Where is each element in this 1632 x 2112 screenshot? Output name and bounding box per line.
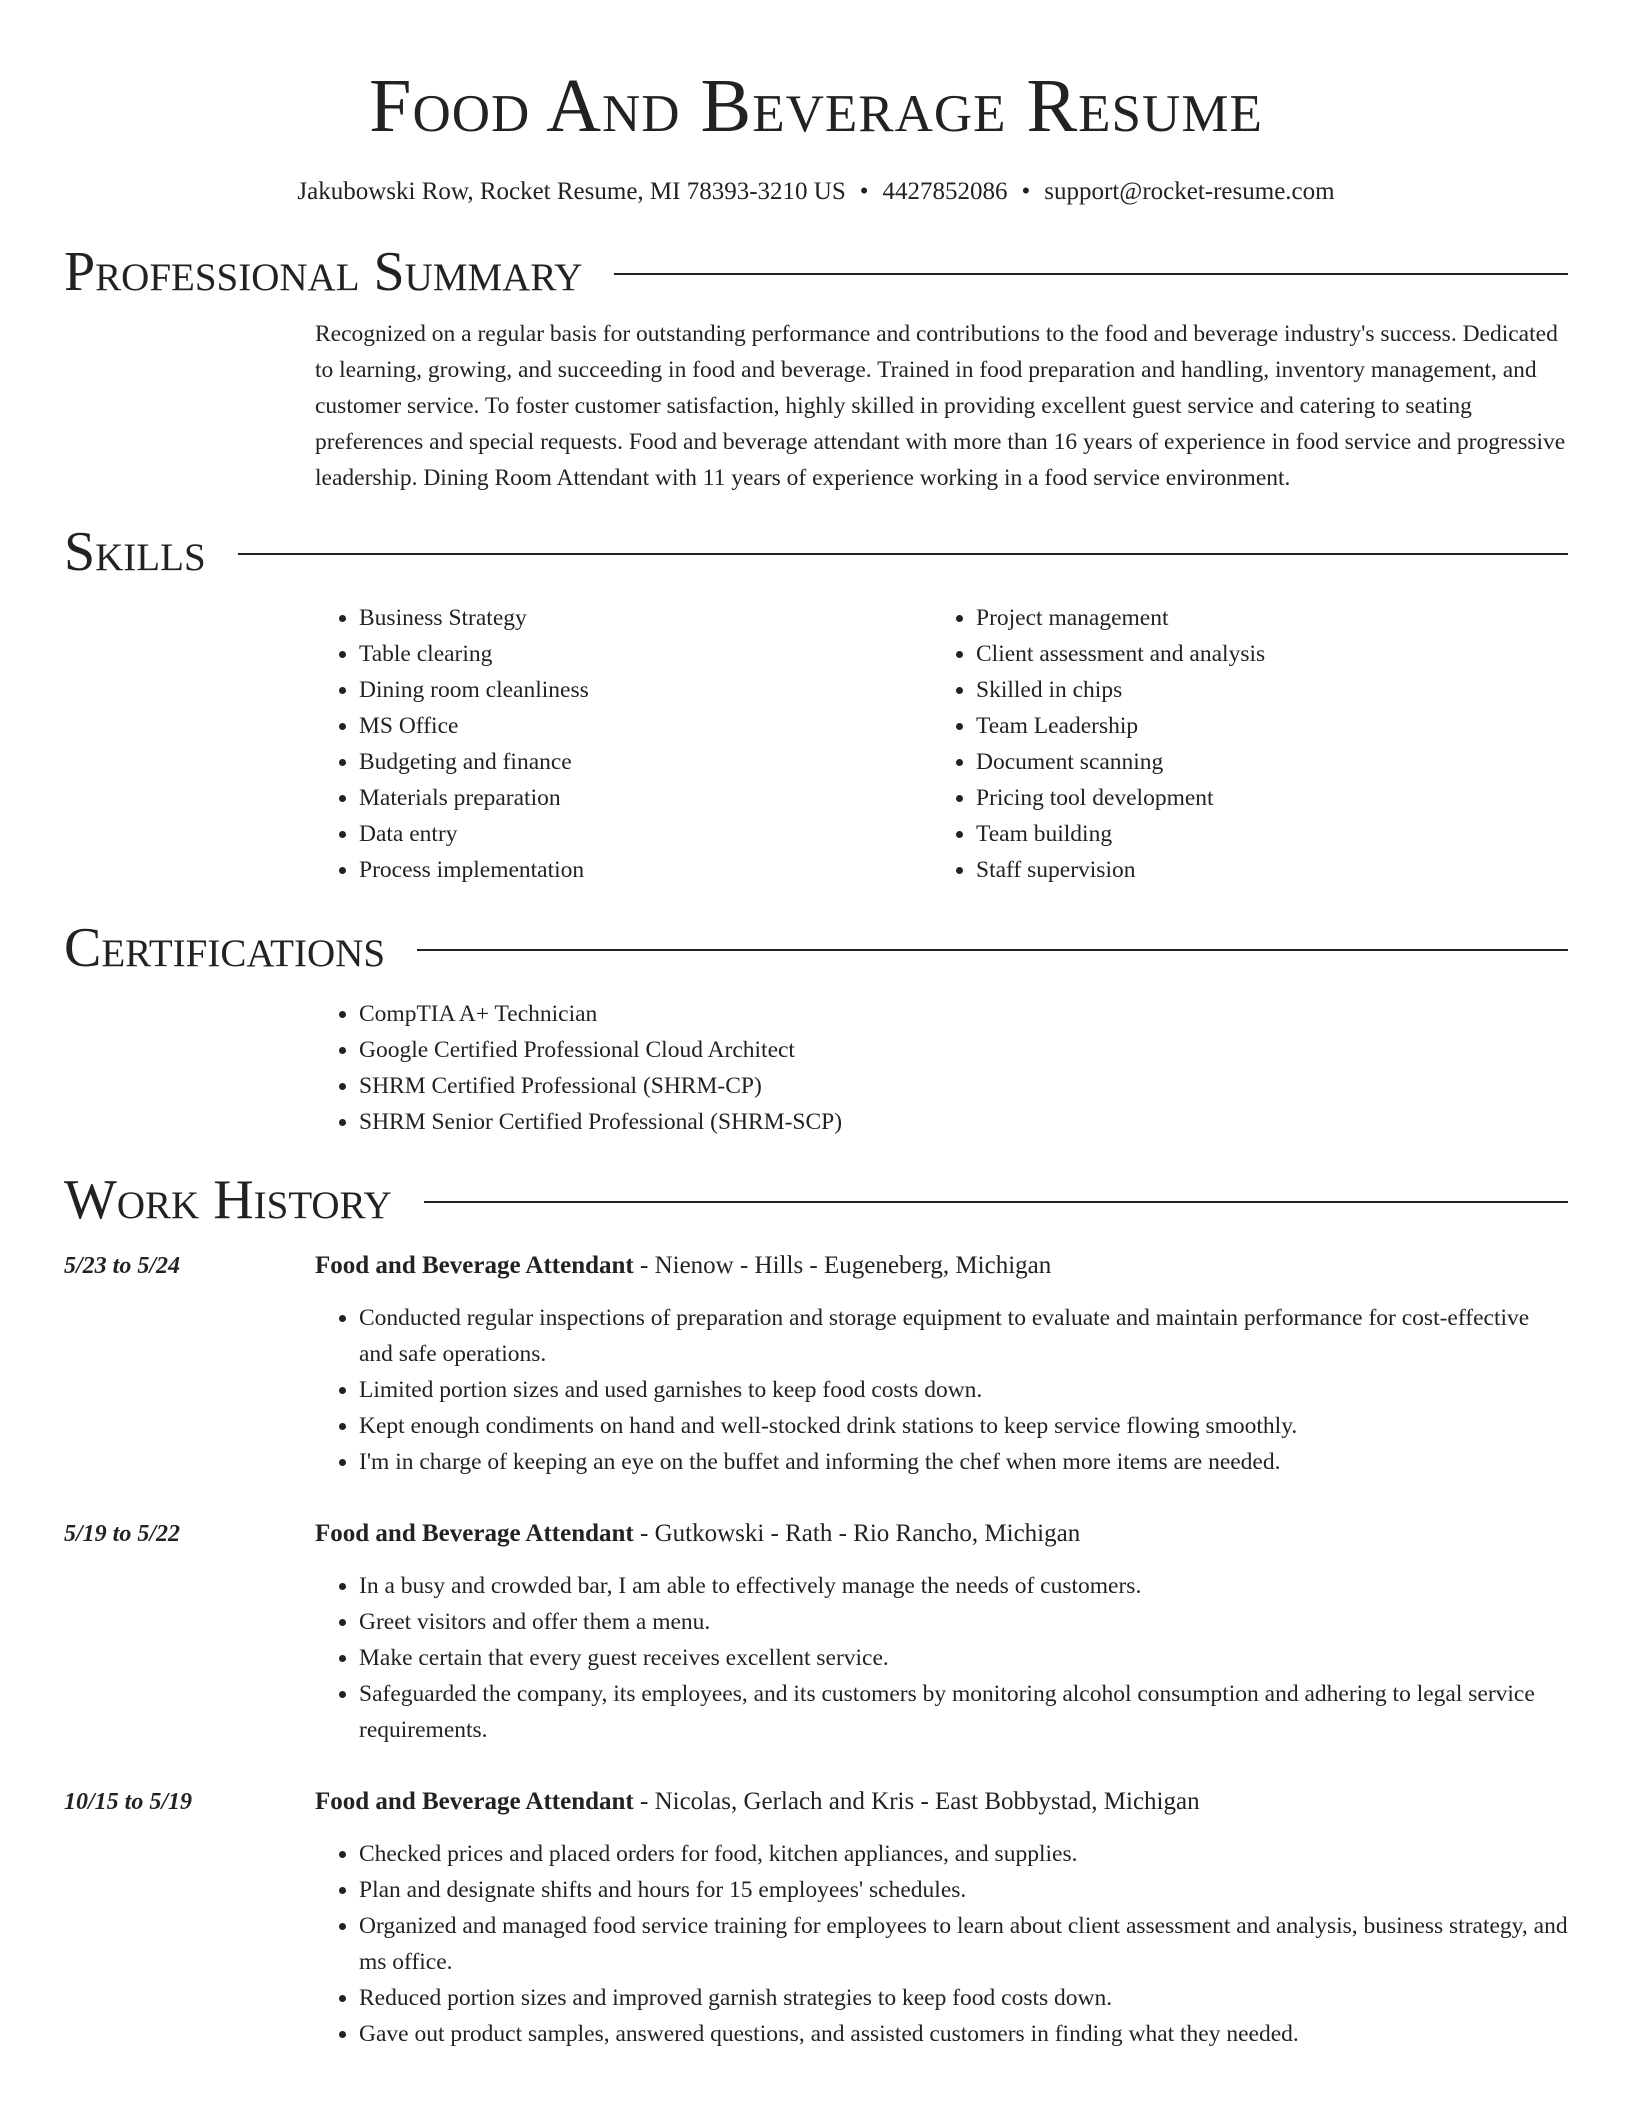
certifications-list — [315, 996, 1568, 1140]
section-divider — [417, 949, 1568, 951]
job-bullet: • Make certain that every guest receives excellent service. — [359, 1640, 1568, 1676]
job-bullet: • Greet visitors and offer them a menu. — [359, 1604, 1568, 1640]
job-bullet: • I'm in charge of keeping an eye on the buffet and informing the chef when more items are needed. — [359, 1444, 1568, 1480]
job-bullet-list — [315, 1836, 1568, 2052]
job-bullet: • Safeguarded the company, its employees, and its customers by monitoring alcohol consumption and adhering to legal service requirements. — [359, 1676, 1568, 1748]
skills-list-right — [932, 600, 1549, 888]
summary-section-header — [64, 240, 1568, 304]
skill-item: • Pricing tool development — [976, 780, 1549, 816]
job-role: Food and Beverage Attendant — [315, 1788, 634, 1815]
skill-item: • Project management — [976, 600, 1549, 636]
job-bullet-list — [315, 1300, 1568, 1480]
contact-separator: • — [859, 178, 869, 205]
contact-separator: • — [1021, 178, 1031, 205]
job-bullet: • Gave out product samples, answered questions, and assisted customers in finding what they needed. — [359, 2016, 1568, 2052]
skill-item: • Business Strategy — [359, 600, 932, 636]
job-body — [315, 1248, 1568, 1480]
job-heading — [315, 1516, 1568, 1552]
contact-email[interactable]: support@rocket-resume.com — [1044, 178, 1335, 205]
certifications-section-header — [64, 916, 1568, 980]
certification-item: • SHRM Certified Professional (SHRM-CP) — [359, 1068, 1568, 1104]
job-bullet: • In a busy and crowded bar, I am able to effectively manage the needs of customers. — [359, 1568, 1568, 1604]
contact-address: Jakubowski Row, Rocket Resume, MI 78393-3210 US — [297, 178, 846, 205]
section-divider — [614, 273, 1568, 275]
contact-line — [64, 176, 1568, 208]
contact-phone: 4427852086 — [882, 178, 1008, 205]
certifications-block — [315, 996, 1568, 1140]
skill-item: • Team Leadership — [976, 708, 1549, 744]
job-role: Food and Beverage Attendant — [315, 1252, 634, 1279]
skill-item: • Data entry — [359, 816, 932, 852]
job-bullet: • Conducted regular inspections of preparation and storage equipment to evaluate and maintain performance for cost-effective and safe operations. — [359, 1300, 1568, 1372]
job-dates: 5/23 to 5/24 — [64, 1253, 181, 1279]
skill-item: • Budgeting and finance — [359, 744, 932, 780]
job-dates: 10/15 to 5/19 — [64, 1789, 193, 1815]
skills-list-left — [315, 600, 932, 888]
skill-item: • Materials preparation — [359, 780, 932, 816]
job-heading — [315, 1784, 1568, 1820]
section-divider — [238, 553, 1568, 555]
summary-heading: Professional Summary — [64, 241, 583, 303]
certifications-heading: Certifications — [64, 917, 386, 979]
job-entry — [64, 1248, 1568, 1480]
skills-heading: Skills — [64, 521, 206, 583]
certification-item: • Google Certified Professional Cloud Architect — [359, 1032, 1568, 1068]
job-bullet: • Reduced portion sizes and improved garnish strategies to keep food costs down. — [359, 1980, 1568, 2016]
skill-item: • Dining room cleanliness — [359, 672, 932, 708]
job-body — [315, 1516, 1568, 1748]
job-entry — [64, 1784, 1568, 2052]
work-history-heading: Work History — [64, 1169, 392, 1231]
certification-item: • SHRM Senior Certified Professional (SHRM-SCP) — [359, 1104, 1568, 1140]
job-bullet: • Kept enough condiments on hand and well-stocked drink stations to keep service flowing smoothly. — [359, 1408, 1568, 1444]
skill-item: • Team building — [976, 816, 1549, 852]
skill-item: • Process implementation — [359, 852, 932, 888]
skill-item: • Staff supervision — [976, 852, 1549, 888]
job-role: Food and Beverage Attendant — [315, 1520, 634, 1547]
skill-item: • Skilled in chips — [976, 672, 1549, 708]
skill-item: • Table clearing — [359, 636, 932, 672]
summary-block — [315, 316, 1568, 496]
job-bullet: • Checked prices and placed orders for food, kitchen appliances, and supplies. — [359, 1836, 1568, 1872]
skill-item: • Client assessment and analysis — [976, 636, 1549, 672]
resume-page — [64, 0, 1568, 2052]
certification-item: • CompTIA A+ Technician — [359, 996, 1568, 1032]
job-entry — [64, 1516, 1568, 1748]
resume-title: Food And Beverage Resume — [369, 64, 1263, 148]
job-employer: - Nicolas, Gerlach and Kris - East Bobbystad, Michigan — [633, 1788, 1200, 1815]
job-dates: 5/19 to 5/22 — [64, 1521, 181, 1547]
job-bullet-list — [315, 1568, 1568, 1748]
skill-item: • MS Office — [359, 708, 932, 744]
job-body — [315, 1784, 1568, 2052]
summary-text: Recognized on a regular basis for outstanding performance and contributions to the food and beverage industry's success. Dedicated to learning, growing, and succeeding in food and beverage. Trained in food preparation and handling, inventory management, and customer service. To foster customer satisfaction, highly skilled in providing excellent guest service and catering to seating preferences and special requests. Food and beverage attendant with more than 16 years of experience in food service and progressive leadership. Dining Room Attendant with 11 years of experience working in a food service environment. — [315, 321, 1566, 491]
job-employer: - Nienow - Hills - Eugeneberg, Michigan — [633, 1252, 1052, 1279]
job-bullet: • Plan and designate shifts and hours for 15 employees' schedules. — [359, 1872, 1568, 1908]
job-heading — [315, 1248, 1568, 1284]
job-employer: - Gutkowski - Rath - Rio Rancho, Michigan — [633, 1520, 1081, 1547]
job-bullet: • Organized and managed food service training for employees to learn about client assessment and analysis, business strategy, and ms office. — [359, 1908, 1568, 1980]
job-bullet: • Limited portion sizes and used garnishes to keep food costs down. — [359, 1372, 1568, 1408]
skills-section-header — [64, 520, 1568, 584]
skills-grid — [315, 600, 1568, 888]
work-history-section-header — [64, 1168, 1568, 1232]
section-divider — [424, 1201, 1568, 1203]
skill-item: • Document scanning — [976, 744, 1549, 780]
